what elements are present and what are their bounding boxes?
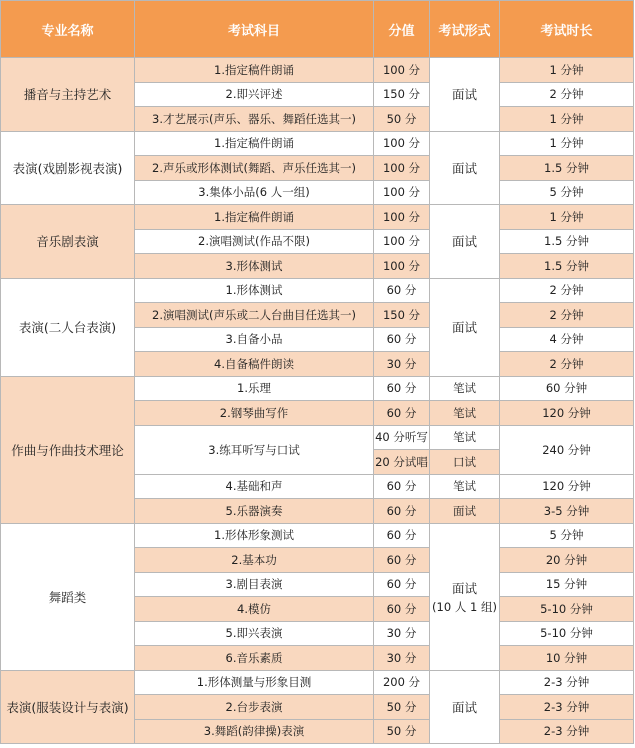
score-cell: 30 分 <box>374 621 430 646</box>
duration-cell: 2 分钟 <box>500 82 634 107</box>
subject-cell: 3.才艺展示(声乐、器乐、舞蹈任选其一) <box>135 107 374 132</box>
score-cell: 60 分 <box>374 376 430 401</box>
score-cell: 60 分 <box>374 597 430 622</box>
major-cell: 表演(服装设计与表演) <box>1 670 135 744</box>
subject-cell: 1.乐理 <box>135 376 374 401</box>
duration-cell: 2 分钟 <box>500 352 634 377</box>
subject-cell: 5.乐器演奏 <box>135 499 374 524</box>
score-cell: 50 分 <box>374 107 430 132</box>
duration-cell: 1 分钟 <box>500 58 634 83</box>
score-cell: 60 分 <box>374 474 430 499</box>
table-row <box>1 670 634 695</box>
form-cell: 笔试 <box>430 376 500 401</box>
duration-cell: 1.5 分钟 <box>500 254 634 279</box>
score-cell: 60 分 <box>374 548 430 573</box>
duration-cell: 1.5 分钟 <box>500 156 634 181</box>
score-cell: 200 分 <box>374 670 430 695</box>
subject-cell: 2.台步表演 <box>135 695 374 720</box>
subject-cell: 4.基础和声 <box>135 474 374 499</box>
duration-cell: 5-10 分钟 <box>500 597 634 622</box>
duration-cell: 2 分钟 <box>500 303 634 328</box>
subject-cell: 3.集体小品(6 人一组) <box>135 180 374 205</box>
subject-cell: 3.自备小品 <box>135 327 374 352</box>
duration-cell: 3-5 分钟 <box>500 499 634 524</box>
major-cell: 表演(二人台表演) <box>1 278 135 376</box>
score-cell: 60 分 <box>374 401 430 426</box>
score-cell: 150 分 <box>374 303 430 328</box>
major-cell: 播音与主持艺术 <box>1 58 135 132</box>
subject-cell: 6.音乐素质 <box>135 646 374 671</box>
score-cell: 100 分 <box>374 229 430 254</box>
subject-cell: 2.演唱测试(声乐或二人台曲目任选其一) <box>135 303 374 328</box>
form-cell: 面试 <box>430 58 500 132</box>
header-form: 考试形式 <box>430 1 500 58</box>
major-cell: 作曲与作曲技术理论 <box>1 376 135 523</box>
form-label: 面试 <box>451 580 477 596</box>
score-cell: 60 分 <box>374 523 430 548</box>
subject-cell: 3.形体测试 <box>135 254 374 279</box>
subject-cell: 1.形体形象测试 <box>135 523 374 548</box>
duration-cell: 5 分钟 <box>500 523 634 548</box>
score-cell: 100 分 <box>374 205 430 230</box>
duration-cell: 2-3 分钟 <box>500 695 634 720</box>
score-cell: 40 分听写 <box>374 425 430 450</box>
table-row <box>1 131 634 156</box>
subject-cell: 2.基本功 <box>135 548 374 573</box>
subject-cell: 3.剧目表演 <box>135 572 374 597</box>
score-cell: 60 分 <box>374 278 430 303</box>
duration-cell: 10 分钟 <box>500 646 634 671</box>
subject-cell: 2.钢琴曲写作 <box>135 401 374 426</box>
score-cell: 60 分 <box>374 499 430 524</box>
duration-cell: 15 分钟 <box>500 572 634 597</box>
subject-cell: 1.指定稿件朗诵 <box>135 58 374 83</box>
subject-cell: 1.指定稿件朗诵 <box>135 205 374 230</box>
score-cell: 100 分 <box>374 180 430 205</box>
score-cell: 60 分 <box>374 572 430 597</box>
form-cell: 笔试 <box>430 401 500 426</box>
score-cell: 50 分 <box>374 719 430 744</box>
form-cell: 面试 <box>430 205 500 279</box>
subject-cell: 1.指定稿件朗诵 <box>135 131 374 156</box>
table-row <box>1 205 634 230</box>
duration-cell: 2-3 分钟 <box>500 670 634 695</box>
duration-cell: 2-3 分钟 <box>500 719 634 744</box>
table-row <box>1 523 634 548</box>
header-duration: 考试时长 <box>500 1 634 58</box>
duration-cell: 4 分钟 <box>500 327 634 352</box>
form-cell: 面试 <box>430 278 500 376</box>
form-cell: 面试 <box>430 670 500 744</box>
major-cell: 表演(戏剧影视表演) <box>1 131 135 205</box>
header-major: 专业名称 <box>1 1 135 58</box>
duration-cell: 20 分钟 <box>500 548 634 573</box>
score-cell: 100 分 <box>374 156 430 181</box>
form-note: (10 人 1 组) <box>432 599 497 614</box>
header-score: 分值 <box>374 1 430 58</box>
score-cell: 100 分 <box>374 58 430 83</box>
subject-cell: 1.形体测试 <box>135 278 374 303</box>
subject-cell: 2.声乐或形体测试(舞蹈、声乐任选其一) <box>135 156 374 181</box>
duration-cell: 1 分钟 <box>500 131 634 156</box>
major-cell: 音乐剧表演 <box>1 205 135 279</box>
subject-cell: 3.舞蹈(韵律操)表演 <box>135 719 374 744</box>
score-cell: 30 分 <box>374 352 430 377</box>
table-row <box>1 278 634 303</box>
subject-cell: 2.即兴评述 <box>135 82 374 107</box>
form-cell: 面试 <box>430 131 500 205</box>
score-cell: 100 分 <box>374 131 430 156</box>
subject-cell: 2.演唱测试(作品不限) <box>135 229 374 254</box>
subject-cell: 4.模仿 <box>135 597 374 622</box>
form-cell: 面试 <box>430 499 500 524</box>
score-cell: 100 分 <box>374 254 430 279</box>
subject-cell: 4.自备稿件朗读 <box>135 352 374 377</box>
form-cell: 笔试 <box>430 474 500 499</box>
duration-cell: 120 分钟 <box>500 474 634 499</box>
duration-cell: 5-10 分钟 <box>500 621 634 646</box>
duration-cell: 1.5 分钟 <box>500 229 634 254</box>
subject-cell: 5.即兴表演 <box>135 621 374 646</box>
subject-cell: 1.形体测量与形象目测 <box>135 670 374 695</box>
score-cell: 30 分 <box>374 646 430 671</box>
table-row <box>1 58 634 83</box>
duration-cell: 1 分钟 <box>500 205 634 230</box>
form-cell: 口试 <box>430 450 500 475</box>
duration-cell: 240 分钟 <box>500 425 634 474</box>
form-cell: 笔试 <box>430 425 500 450</box>
form-cell <box>430 523 500 670</box>
score-cell: 50 分 <box>374 695 430 720</box>
table-row <box>1 376 634 401</box>
score-cell: 60 分 <box>374 327 430 352</box>
duration-cell: 2 分钟 <box>500 278 634 303</box>
duration-cell: 5 分钟 <box>500 180 634 205</box>
header-row <box>1 1 634 58</box>
duration-cell: 120 分钟 <box>500 401 634 426</box>
score-cell: 150 分 <box>374 82 430 107</box>
subject-cell: 3.练耳听写与口试 <box>135 425 374 474</box>
score-cell: 20 分试唱 <box>374 450 430 475</box>
header-subject: 考试科目 <box>135 1 374 58</box>
major-cell: 舞蹈类 <box>1 523 135 670</box>
duration-cell: 1 分钟 <box>500 107 634 132</box>
duration-cell: 60 分钟 <box>500 376 634 401</box>
